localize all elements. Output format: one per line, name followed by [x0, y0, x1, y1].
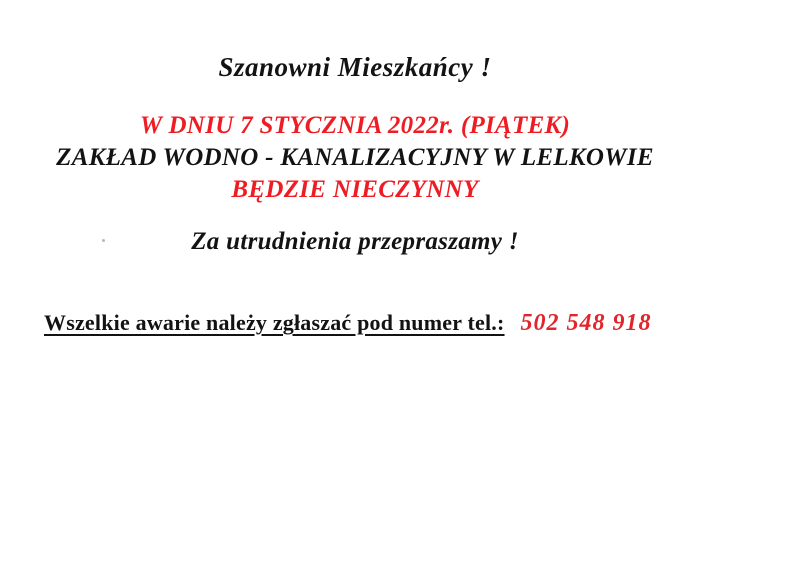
contact-row — [44, 310, 652, 337]
contact-label: Wszelkie awarie należy zgłaszać pod numer tel.: — [44, 310, 505, 335]
headline-status: BĘDZIE NIECZYNNY — [231, 176, 479, 203]
contact-phone-number: 502 548 918 — [520, 310, 652, 336]
apology-line: Za utrudnienia przepraszamy ! — [191, 228, 519, 255]
headline-organization: ZAKŁAD WODNO - KANALIZACYJNY W LELKOWIE — [56, 144, 654, 171]
headline-date: W DNIU 7 STYCZNIA 2022r. (PIĄTEK) — [139, 112, 571, 139]
salutation-heading: Szanowni Mieszkańcy ! — [218, 52, 492, 82]
headline-block — [25, 110, 685, 206]
